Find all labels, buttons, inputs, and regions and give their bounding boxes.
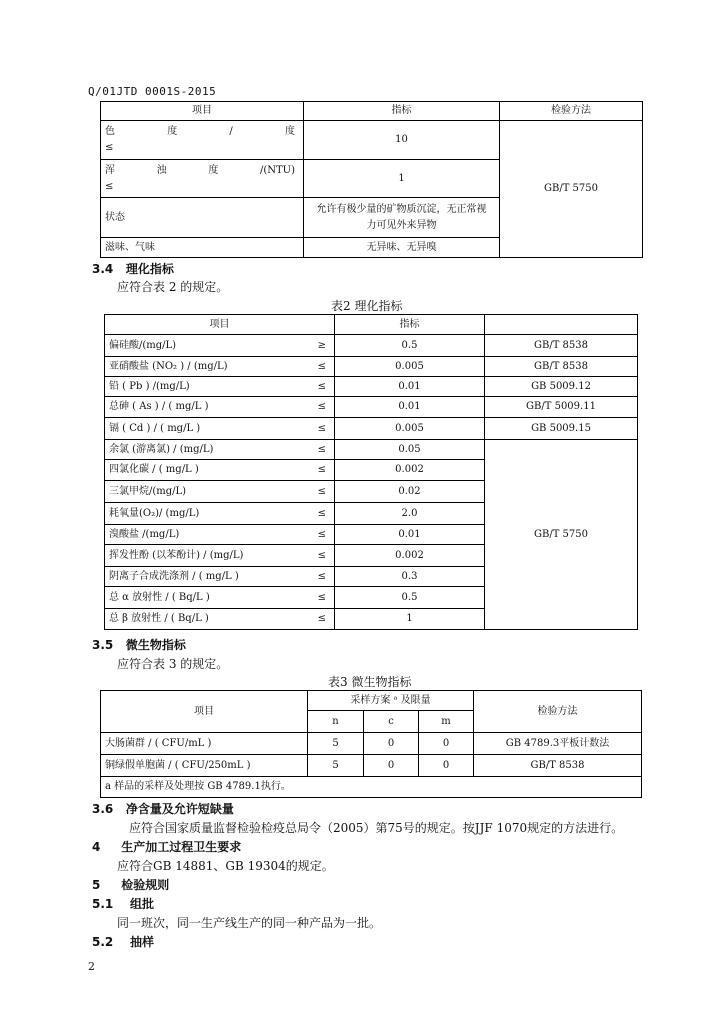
row-item: 阴离子合成洗涤剂 / ( mg/L ) ≤	[105, 567, 335, 587]
row-item: 铜绿假单胞菌 / ( CFU/250mL )	[101, 755, 308, 777]
row-item: 大肠菌群 / ( CFU/mL )	[101, 733, 308, 755]
page-number: 2	[88, 960, 95, 973]
section-3-6-heading: 3.6 净含量及允许短缺量	[92, 802, 234, 816]
row-item: 亚硝酸盐 (NO₂ ) / (mg/L) ≤	[105, 357, 335, 377]
microbial-table	[100, 690, 642, 798]
row-method: GB 4789.3平板计数法	[474, 733, 642, 755]
section-3-6-text: 应符合国家质量监督检验检疫总局令（2005）第75号的规定。按JJF 1070规定的方法进行。	[129, 821, 624, 835]
header-c: c	[364, 711, 419, 733]
table-3-caption: 表3 微生物指标	[328, 675, 412, 689]
row-item: 三氯甲烷/(mg/L) ≤	[105, 481, 335, 503]
row-m: 0	[419, 755, 474, 777]
row-value: 0.02	[335, 481, 485, 503]
row-item: 总 α 放射性 / ( Bq/L ) ≤	[105, 587, 335, 609]
section-3-5-heading: 3.5 微生物指标	[92, 638, 186, 652]
sensory-table	[100, 101, 643, 258]
row-turbidity-item: 浑 浊 度 /(NTU) ≤	[101, 160, 304, 198]
section-3-4-heading: 3.4 理化指标	[92, 262, 174, 276]
row-c: 0	[364, 755, 419, 777]
header-method: 检验方法	[500, 102, 643, 121]
row-state-item: 状态	[101, 198, 304, 238]
row-method: GB/T 8538	[485, 357, 638, 377]
row-value: 0.5	[335, 587, 485, 609]
section-5-1-heading: 5.1 组批	[92, 897, 154, 911]
document-code: Q/01JTD 0001S-2015	[88, 85, 217, 98]
section-3-4-text: 应符合表 2 的规定。	[117, 280, 229, 294]
row-method: GB/T 5009.11	[485, 397, 638, 418]
row-method: GB 5009.12	[485, 377, 638, 397]
row-value: 1	[335, 609, 485, 630]
row-value: 2.0	[335, 503, 485, 525]
row-value: 0.05	[335, 440, 485, 460]
header-method	[485, 315, 638, 335]
section-4-heading: 4 生产加工过程卫生要求	[92, 840, 242, 854]
section-5-2-heading: 5.2 抽样	[92, 935, 154, 949]
table-note: a 样品的采样及处理按 GB 4789.1执行。	[101, 777, 642, 798]
row-method: GB 5009.15	[485, 418, 638, 440]
row-item: 铅 ( Pb ) /(mg/L) ≤	[105, 377, 335, 397]
section-3-5-text: 应符合表 3 的规定。	[117, 657, 229, 671]
row-item: 挥发性酚 (以苯酚计) / (mg/L) ≤	[105, 545, 335, 567]
row-item: 总 β 放射性 / ( Bq/L ) ≤	[105, 609, 335, 630]
row-n: 5	[308, 755, 364, 777]
header-item: 项目	[101, 691, 308, 733]
row-c: 0	[364, 733, 419, 755]
row-value: 0.3	[335, 567, 485, 587]
row-item: 镉 ( Cd ) / ( mg/L ) ≤	[105, 418, 335, 440]
row-value: 0.002	[335, 460, 485, 481]
row-color-item: 色 度 / 度 ≤	[101, 121, 304, 160]
row-value: 0.002	[335, 545, 485, 567]
header-index: 指标	[304, 102, 500, 121]
row-item: 溴酸盐 /(mg/L) ≤	[105, 525, 335, 545]
row-value: 0.01	[335, 397, 485, 418]
row-value: 0.5	[335, 335, 485, 357]
row-value: 0.01	[335, 525, 485, 545]
header-item: 项目	[105, 315, 335, 335]
row-item: 偏硅酸/(mg/L) ≥	[105, 335, 335, 357]
row-item: 总砷 ( As ) / ( mg/L ) ≤	[105, 397, 335, 418]
table-2-caption: 表2 理化指标	[331, 299, 403, 313]
method-group-cell: GB/T 5750	[485, 440, 638, 630]
row-taste-value: 无异味、无异嗅	[304, 238, 500, 258]
header-m: m	[419, 711, 474, 733]
row-item: 耗氧量(O₂)/ (mg/L) ≤	[105, 503, 335, 525]
row-turbidity-value: 1	[304, 160, 500, 198]
row-method: GB/T 8538	[485, 335, 638, 357]
header-index: 指标	[335, 315, 485, 335]
section-4-text: 应符合GB 14881、GB 19304的规定。	[117, 859, 334, 873]
section-5-1-text: 同一班次，同一生产线生产的同一种产品为一批。	[117, 916, 382, 930]
row-value: 0.005	[335, 357, 485, 377]
header-method: 检验方法	[474, 691, 642, 733]
row-method: GB/T 8538	[474, 755, 642, 777]
row-value: 0.005	[335, 418, 485, 440]
row-item: 余氯 (游离氯) / (mg/L) ≤	[105, 440, 335, 460]
row-taste-item: 滋味、气味	[101, 238, 304, 258]
row-color-value: 10	[304, 121, 500, 160]
row-n: 5	[308, 733, 364, 755]
header-n: n	[308, 711, 364, 733]
physicochemical-table	[104, 314, 638, 630]
header-item: 项目	[101, 102, 304, 121]
header-sampling-plan: 采样方案 ᵃ 及限量	[308, 691, 474, 711]
row-value: 0.01	[335, 377, 485, 397]
row-state-value: 允许有极少量的矿物质沉淀，无正常视 力可见外来异物	[304, 198, 500, 238]
row-m: 0	[419, 733, 474, 755]
section-5-heading: 5 检验规则	[92, 878, 170, 892]
row-item: 四氯化碳 / ( mg/L ) ≤	[105, 460, 335, 481]
method-cell: GB/T 5750	[500, 121, 643, 258]
